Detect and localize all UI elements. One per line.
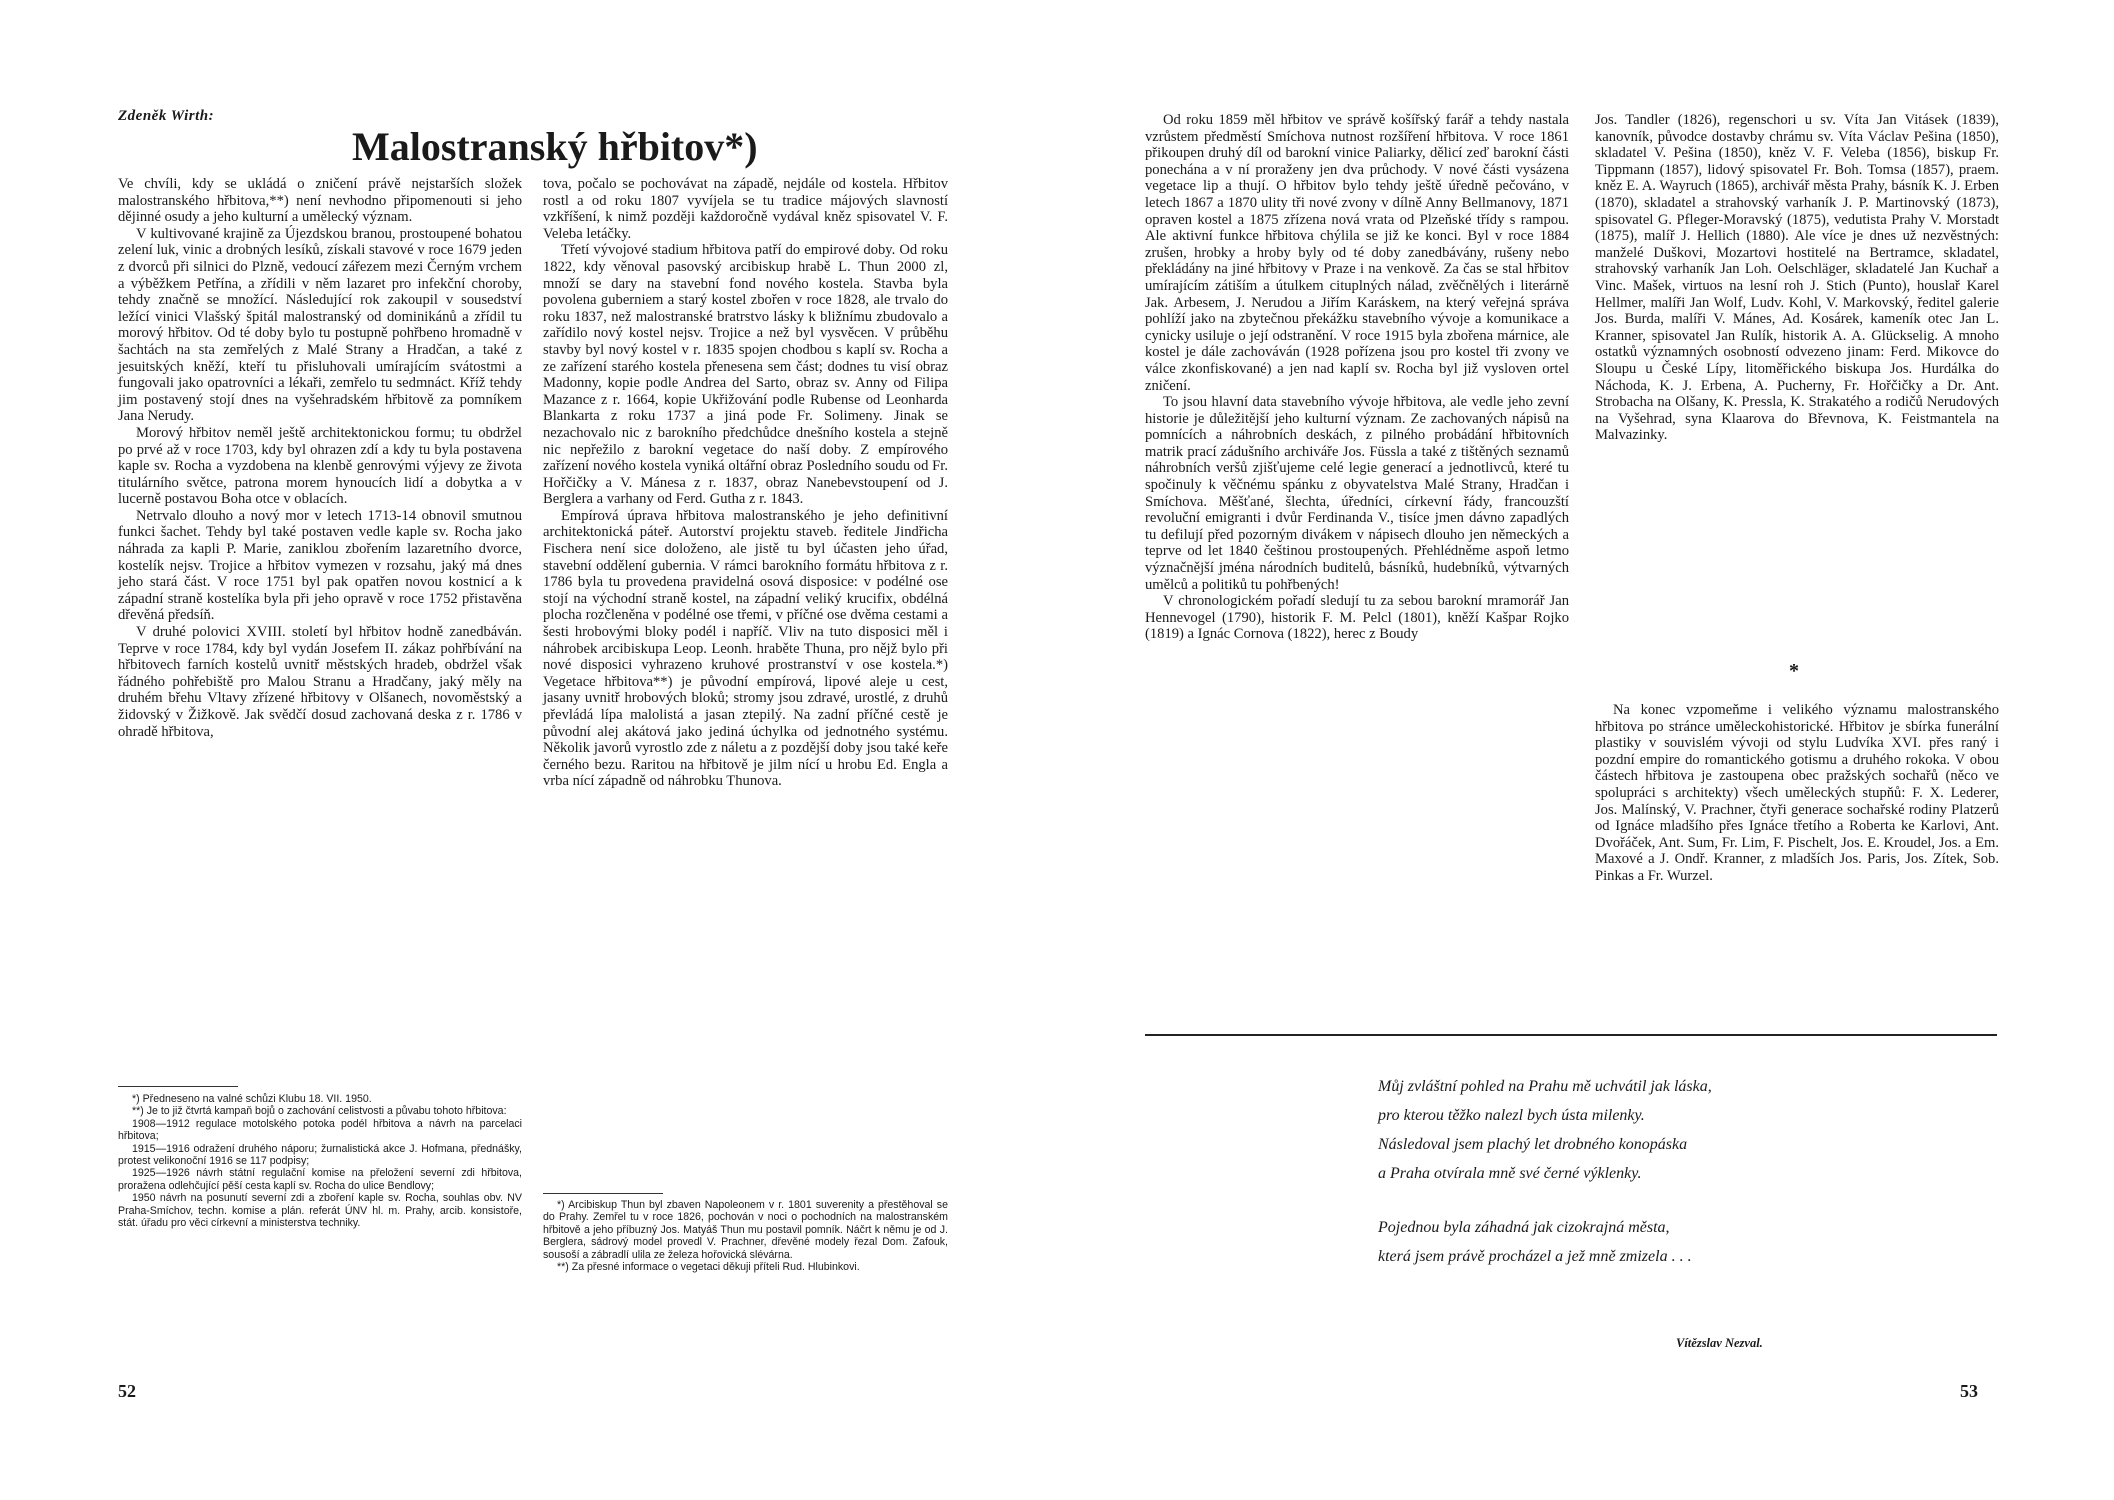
paragraph: Na konec vzpomeňme i velikého významu malostranského hřbitova po stránce uměleckohistorické. Hřbitov je sbírka funerální plastiky v souvislém vývoji od stylu Ludvíka XVI. přes raný i pozdní empire do romantického gotismu a druhého rokoka. V obou částech hřbitova je zastoupena obec pražských sochařů (něco ve spolupráci s architekty) všech uměleckých stupňů: F. X. Lederer, Jos. Malínský, V. Prachner, čtyři generace sochařské rodiny Platzerů od Ignáce mladšího přes Ignáce třetího a Roberta ke Karlovi, Ant. Dvořáček, Ant. Sum, Fr. Lim, F. Pischelt, Jos. E. Kroudel, Jos. a Em. Maxové a J. Ondř. Kranner, z mladších Jos. Paris, Jos. Zítek, Sob. Pinkas a Fr. Wurzel. <box>1595 702 1999 884</box>
footnote-rule <box>543 1193 663 1194</box>
paragraph: To jsou hlavní data stavebního vývoje hřbitova, ale vedle jeho zevní historie je důležitější jeho kulturní význam. Ze zachovaných nápisů na pomnících a náhrobních deskách, z pilného probádání hřbitovních matrik prací zádušního archiváře Jos. Füssla a také z tištěných seznamů náhrobních veršů zjišťujeme celé legie generací a jednotlivců, které tu spočinuly k věčnému spánku z obyvatelstva Malé Strany, Hradčan i Smíchova. Měšťané, šlechta, úředníci, církevní řády, francouzští revoluční emigranti i dvůr Ferdinanda V., tisíce jmen dávno zapadlých tu defilují před pozorným divákem v nápisech dlouho jen německých a teprve od let 1840 češtinou prostoupených. Přehlédněme aspoň letmo význačnější jména národních buditelů, básníků, hudebníků, výtvarných umělců a politiků tu pohřbených! <box>1145 394 1569 593</box>
page-number-right: 53 <box>1960 1381 1978 1401</box>
poem-line: pro kterou těžko nalezl bych ústa milenky. <box>1378 1107 1645 1124</box>
footnote: 1925—1926 návrh státní regulační komise na přeložení severní zdi hřbitova, proražena odlehčující pěší cesta kaplí sv. Rocha do ulice Bendlovy; <box>118 1167 522 1192</box>
footnotes-column-1 <box>118 1093 522 1229</box>
paragraph: V chronologickém pořadí sledují tu za sebou barokní mramorář Jan Hennevogel (1790), historik F. M. Pelcl (1801), kněží Kašpar Rojko (1819) a Ignác Cornova (1822), herec z Boudy <box>1145 593 1569 643</box>
author-name: Zdeněk Wirth: <box>118 108 215 124</box>
article-title: Malostranský hřbitov*) <box>352 124 758 169</box>
footnote: **) Je to již čtvrtá kampaň bojů o zachování celistvosti a půvabu tohoto hřbitova: <box>132 1105 507 1118</box>
footnote: **) Za přesné informace o vegetaci děkuji příteli Rud. Hlubinkovi. <box>557 1261 860 1274</box>
text-column-1 <box>118 176 522 740</box>
paragraph: Třetí vývojové stadium hřbitova patří do empirové doby. Od roku 1822, kdy věnoval pasovský arcibiskup hrabě L. Thun 2000 zl, množí se dary na stavební fond nového kostela. Stavba byla povolena guberniem a starý kostel zbořen v roce 1828, ale trvalo do roku 1837, než malostranské bratrstvo lásky k bližnímu zbudovalo a zařídilo nový kostel nejsv. Trojice a než byl vysvěcen. V průběhu stavby byl nový kostel v r. 1835 spojen chodbou s kaplí sv. Rocha a ze zařízení starého kostela přenesena sem část; dodnes tu visí obraz Madonny, kopie podle Andrea del Sarto, obraz sv. Anny od Filipa Mazance z r. 1664, kopie Ukřižování podle Rubense od Leonharda Blankarta z roku 1737 a jiná pode Fr. Solimeny. Jinak se nezachovalo nic z barokního předchůdce dnešního kostela a stejně nic nepřežilo z barokní vegetace do naší doby. Z empírového zařízení nového kostela vyniká oltářní obraz Posledního soudu od Fr. Hořčičky a V. Mánesa z r. 1837, obraz Nanebevstoupení od J. Berglera a varhany od Ferd. Gutha z r. 1843. <box>543 242 948 508</box>
text-column-4-conclusion <box>1595 702 1999 885</box>
paragraph: Netrvalo dlouho a nový mor v letech 1713-14 obnovil smutnou funkci šachet. Tehdy byl také postaven vedle kaple sv. Rocha jako náhrada za kapli P. Marie, zaniklou zbořením lazaretního dvorce, kostelík nejsv. Trojice a hřbitov vymezen v rozsahu, jaký má dnes jeho stará část. V roce 1751 byl pak opatřen novou kostnicí a k západní straně kostelíka byla při jeho opravě v roce 1752 přistavěna dřevěná předsíň. <box>118 507 522 624</box>
footnote: 1908—1912 regulace motolského potoka podél hřbitova a návrh na parcelaci hřbitova; <box>118 1117 522 1143</box>
poem-line: a Praha otvírala mně své černé výklenky. <box>1378 1165 1642 1182</box>
poem-line: Následoval jsem plachý let drobného konopáska <box>1378 1136 1688 1153</box>
stanza-gap <box>1378 1188 1938 1213</box>
text-column-2 <box>543 176 948 790</box>
footnote: *) Arcibiskup Thun byl zbaven Napoleonem v r. 1801 suverenity a přestěhoval se do Prahy. Zemřel tu v roce 1826, pochován v noci o pochodních na malostranském hřbitově a jeho příbuzný Jos. Matyáš Thun mu postavil pomník. Náčrt k němu je od J. Berglera, sádrový model provedl V. Prachner, dřevěné modely řezal Dom. Zafouk, sousoší a zábradlí ulila ze železa hořovická slévárna. <box>543 1199 948 1261</box>
poem-rule <box>1145 1034 1997 1036</box>
poem <box>1378 1072 1938 1271</box>
poem-line: Můj zvláštní pohled na Prahu mě uchvátil jak láska, <box>1378 1078 1712 1095</box>
paragraph: Jos. Tandler (1826), regenschori u sv. Víta Jan Vitásek (1839), kanovník, původce dostavby chrámu sv. Víta Václav Pešina (1850), skladatel V. Pešina (1850), kněz V. F. Veleba (1856), biskup Fr. Tippmann (1857), lidový spisovatel Fr. Boh. Tomsa (1857), praem. kněz E. A. Wayruch (1865), archivář města Prahy, básník K. J. Erben (1870), skladatel a strahovský varhaník J. P. Martinovský (1873), spisovatel G. Pfleger-Moravský (1875), vedutista Prahy V. Morstadt (1875), malíř J. Hellich (1880). Ale více je dnes už nezvěstných: manželé Duškovi, Mozartovi hostitelé na Bertramce, skladatel, strahovský varhaník Jan Loh. Oelschläger, skladatelé Jan Kuchař a Vinc. Mašek, virtuos na lesní roh J. Stich (Punto), houslař Karel Hellmer, malíři Jan Wolf, Ludv. Kohl, V. Markovský, ředitel galerie Jos. Burda, malíři V. Mánes, Ad. Kosárek, kameník otec Jan L. Kranner, spisovatel Jan Rulík, historik A. A. Glückselig. A mnoho ostatků významných osobností odvezeno jinam: Ferd. Mikovce do Sloupu u České Lípy, litoměřického biskupa Jos. Hurdálka do Náchoda, K. J. Erbena, A. Pucherny, Fr. Hořčičky a Dr. Ant. Strobacha na Olšany, K. Pressla, K. Strakatého a rodičů Nerudových na Vyšehrad, syna Klaarova do Břevnova, K. Feistmantela na Malvazinky. <box>1595 112 1999 444</box>
paragraph: V kultivované krajině za Újezdskou branou, prostoupené bohatou zelení luk, vinic a drobných lesíků, získali stavové v roce 1679 jeden z dvorců při silnici do Plzně, vedoucí zářezem mezi Černým vrchem a výběžkem Petřína, a zřídili v něm lazaret pro infekční choroby, tehdy značně se množící. Následující rok zakoupil v sousedství ležící vinici Vlašský špitál malostranský od dominikánů a zřídil tu morový hřbitov. Od té doby bylo tu postupně pohřbeno hromadně v šachtách na sta zemřelých z Malé Strany a Hradčan, a také z jesuitských kněží, kteří tu přisluhovali umírajícím svátostmi a fungovali jako opatrovníci a lékaři, zemřelo tu sedmnáct. Kříž tehdy jim postavený stojí dnes na vyšehradském hřbitově za pomníkem Jana Nerudy. <box>118 225 522 425</box>
paragraph: Empírová úprava hřbitova malostranského je jeho definitivní architektonická páteř. Autorství projektu staveb. ředitele Jindřicha Fischera není sice doloženo, ale jistě tu byl účasten jeho úřad, stavební oddělení gubernia. V rámci barokního formátu hřbitova z r. 1786 byla tu provedena pravidelná osová disposice: v podélné ose stojí na východní straně kostel, na západní veliký krucifix, obdélná plocha rozčleněna v podélné ose třemi, v příčné ose dvěma cestami a šesti hrobovými bloky podél i napříč. Vliv na tuto disposici měl i náhrobek arcibiskupa Leop. Leonh. hraběte Thuna, pro nějž bylo při nové disposici vyhrazeno kruhové prostranství v ose kostela.*) Vegetace hřbitova**) je původní empírová, lipové aleje u cest, jasany uvnitř hrobových bloků; stromy jsou zdravé, urostlé, z druhů převládá lípa malolistá a jasan ztepilý. Na zadní příčné cestě je původní alej akátová jako jediná úchylka od jednotného systému. Několik javorů vyrostlo zde z náletu a z pozdější doby jsou také keře černého bezu. Raritou na hřbitově je jilm nící u hrobu Ed. Engla a vrba nící západně od náhrobku Thunova. <box>543 507 948 790</box>
section-asterisk: * <box>1789 660 1799 682</box>
footnote: *) Předneseno na valné schůzi Klubu 18. VII. 1950. <box>132 1093 372 1105</box>
poem-line: která jsem právě procházel a jež mně zmizela . . . <box>1378 1248 1692 1265</box>
footnote: 1950 návrh na posunutí severní zdi a zboření kaple sv. Rocha, souhlas obv. NV Praha-Smíchov, techn. komise a plán. referát ÚNV hl. m. Prahy, arcib. konsistoře, stát. úřadu pro věci církevní a ministerstva techniky. <box>118 1192 522 1230</box>
footnote-rule <box>118 1086 238 1087</box>
text-column-4 <box>1595 112 1999 444</box>
footnote: 1915—1916 odražení druhého náporu; žurnalistická akce J. Hofmana, přednášky, protest velikonoční 1916 se 117 podpisy; <box>118 1142 522 1168</box>
poem-author: Vítězslav Nezval. <box>1676 1336 1763 1350</box>
paragraph: V druhé polovici XVIII. století byl hřbitov hodně zanedbáván. Teprve v roce 1784, kdy byl vydán Josefem II. zákaz pohřbívání na hřbitovech farních kostelů uvnitř městských hradeb, obdržel však řádného pohřebiště pro Malou Stranu a Hradčany, jaký měly na druhém břehu Vltavy zřízené hřbitovy v Olšanech, novoměstský a židovský v Žižkově. Jak svědčí dosud zachovaná deska z r. 1786 v ohradě hřbitova, <box>118 624 522 740</box>
paragraph: tova, počalo se pochovávat na západě, nejdále od kostela. Hřbitov rostl a od roku 1807 vyvíjela se tu tradice májových slavností vzkříšení, k nimž později každoročně vydával kněz spisovatel V. F. Veleba letáčky. <box>543 176 948 242</box>
paragraph: Morový hřbitov neměl ještě architektonickou formu; tu obdržel po prvé až v roce 1703, kdy byl ohrazen zdí a kdy tu byla postavena kaple sv. Rocha a vyzdobena na klenbě genrovými výjevy ze života titulárního světce, patrona morem hynoucích lidí a dobytka a v lucerně postavou Boha otce v oblacích. <box>118 424 522 508</box>
poem-line: Pojednou byla záhadná jak cizokrajná města, <box>1378 1219 1670 1236</box>
paragraph: Od roku 1859 měl hřbitov ve správě košířský farář a tehdy nastala vzrůstem předměstí Smíchova nutnost rozšíření hřbitova. V roce 1861 přikoupen druhý díl od barokní vinice Paliarky, dělicí zeď barokní části ponechána a v ní proraženy jen dva průchody. V nové části vysázena vegetace lip a thují. O hřbitov bylo tehdy ještě úředně pečováno, v letech 1867 a 1870 ulity tři nové zvony v dílně Anny Bellmanovy, 1871 opraven kostel a 1875 zřízena nová vrata od Plzeňské třídy s rampou. Ale aktivní funkce hřbitova chýlila se již ke konci. Byl v roce 1884 zrušen, hrobky a hroby byly od té doby zanedbávány, rušeny nebo překládány na jiné hřbitovy v Praze i na venkově. Za čas se stal hřbitov umírajícím zátiším a útulkem citupl​ných nálad, zvěčnělých i literárně Jak. Arbesem, J. Nerudou a Jiřím Karáskem, na který veřejná správa pohlíží jako na zbytečnou překážku stavebního vývoje a komunikace a cynicky usiluje o její odstranění. V roce 1915 byla zbořena márnice, ale kostel je dále zachováván (1928 pořízena jsou pro kostel tři zvony ve válce zkonfiskované) a jen nad kaplí sv. Rocha byl již vysloven ortel zničení. <box>1145 112 1569 394</box>
paragraph: Ve chvíli, kdy se ukládá o zničení právě nejstarších složek malostranského hřbitova,**) není nevhodno připomenouti si jeho dějinné osudy a jeho kulturní a umělecký význam. <box>118 176 522 226</box>
footnotes-column-2 <box>543 1199 948 1273</box>
right-page <box>1057 0 2114 1500</box>
text-column-3 <box>1145 112 1569 643</box>
page-number-left: 52 <box>118 1381 136 1401</box>
